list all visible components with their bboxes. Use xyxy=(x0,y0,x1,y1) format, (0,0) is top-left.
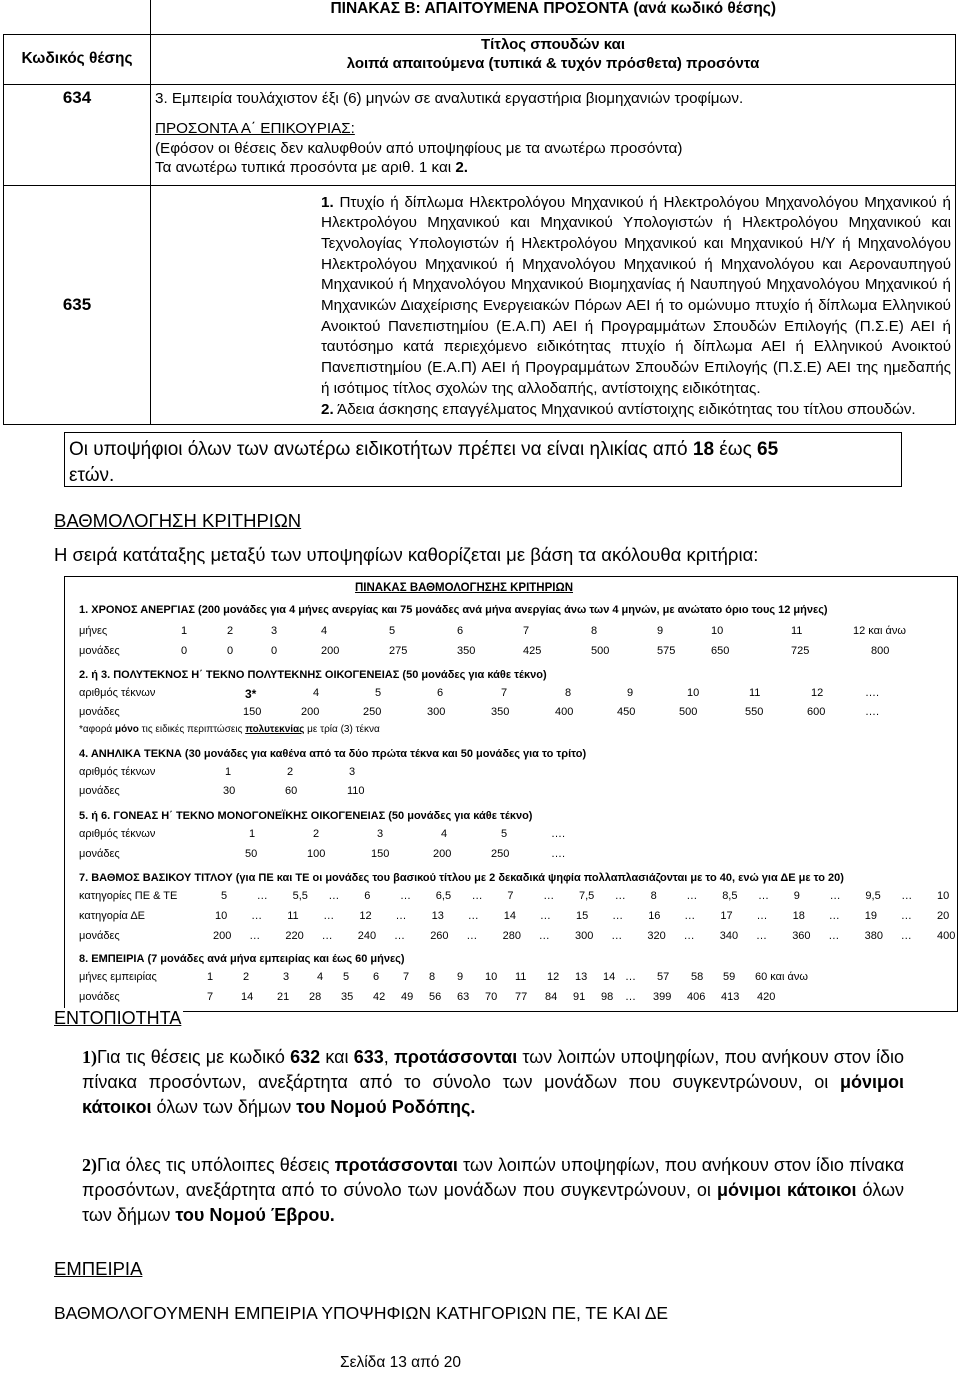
s7c-cell: 260 xyxy=(430,930,449,942)
s1b-cell: 725 xyxy=(791,645,810,657)
p2-c: των λοιπών υποψηφίων, που ανήκουν στον ίδιο πίνακα προσόντων, ανεξάρτητα από το σύνολο των μονάδων που συγκεντρώνουν, οι xyxy=(82,1155,904,1200)
p1-prefecture: του Νομού Ροδόπης. xyxy=(296,1097,476,1117)
s8a-cell: 2 xyxy=(243,971,250,983)
p1-and: και xyxy=(320,1047,354,1067)
s1-label-points: μονάδες xyxy=(79,645,120,657)
s7c-cell: 240 xyxy=(357,930,377,942)
s7-label-pe-te: κατηγορίες ΠΕ & ΤΕ xyxy=(79,890,178,902)
s7c-cell: … xyxy=(466,930,478,942)
s7c-cell: … xyxy=(538,930,550,942)
s5-title: 5. ή 6. ΓΟΝΕΑΣ Η΄ ΤΕΚΝΟ ΜΟΝΟΓΟΝΕΪΚΗΣ ΟΙΚΟΓΕΝΕΙΑΣ (50 μονάδες για κάθε τέκνο) xyxy=(79,810,533,822)
s7a-cell: 8 xyxy=(650,890,657,902)
s2a-cell: 10 xyxy=(687,687,700,699)
s5a-cell: 2 xyxy=(313,828,320,840)
p1-residents: μόνιμοι κάτοικοι xyxy=(82,1072,904,1117)
s2-title: 2. ή 3. ΠΟΛΥΤΕΚΝΟΣ Η΄ ΤΕΚΝΟ ΠΟΛΥΤΕΚΝΗΣ ΟΙΚΟΓΕΝΕΙΑΣ (50 μονάδες για κάθε τέκνο) xyxy=(79,669,547,681)
s2-note-e: με τρία (3) τέκνα xyxy=(304,724,380,735)
s8a-cell: 11 xyxy=(515,971,527,983)
s4b-cell: 60 xyxy=(285,785,298,797)
s2a-cell: 8 xyxy=(565,687,572,699)
s4a-cell: 1 xyxy=(225,766,232,778)
s8b-cell: 420 xyxy=(757,991,776,1003)
aux-title: ΠΡΟΣΟΝΤΑ Α΄ ΕΠΙΚΟΥΡΙΑΣ: xyxy=(155,120,355,137)
s7b-cell: … xyxy=(539,910,551,922)
s1b-cell: 425 xyxy=(523,645,542,657)
row-634-code: 634 xyxy=(4,84,151,112)
s7c-cell: … xyxy=(611,930,623,942)
s1b-cell: 200 xyxy=(321,645,340,657)
s2b-cell: 150 xyxy=(243,706,262,718)
s7b-cell: … xyxy=(756,910,768,922)
s7a-cell: … xyxy=(758,890,769,902)
s7c-cell: 280 xyxy=(502,930,521,942)
s7c-cell: 400 xyxy=(937,930,956,942)
s8a-cell: 7 xyxy=(403,971,410,983)
s2a-cell: 6 xyxy=(437,687,444,699)
s2a-cell: 9 xyxy=(627,687,634,699)
s7b-cell: 19 xyxy=(864,910,878,922)
p1-precede: προτάσσονται xyxy=(393,1047,518,1067)
s8b-cell: … xyxy=(625,991,636,1003)
s8b-cell: 42 xyxy=(373,991,386,1003)
s8b-cell: 91 xyxy=(573,991,586,1003)
s7b-cell: 11 xyxy=(287,910,299,922)
s4-title: 4. ΑΝΗΛΙΚΑ ΤΕΚΝΑ (30 μονάδες για καθένα από τα δύο πρώτα τέκνα και 50 μονάδες για το τρίτο) xyxy=(79,748,587,760)
s7b-cell: 14 xyxy=(503,910,517,922)
row-634-text: 3. Εμπειρία τουλάχιστον έξι (6) μηνών σε αναλυτικά εργαστήρια βιομηχανιών τροφίμων. xyxy=(151,84,956,112)
s8a-cell: 1 xyxy=(207,971,214,983)
s1a-cell: 9 xyxy=(657,625,664,637)
s5b-cell: 50 xyxy=(245,848,258,860)
s2-note-b: μόνο xyxy=(114,724,139,735)
s2a-cell: 3* xyxy=(245,687,257,701)
s8a-cell: 9 xyxy=(457,971,464,983)
s5a-cell: 5 xyxy=(501,828,508,840)
s8b-cell: 21 xyxy=(277,991,290,1003)
s8b-cell: 98 xyxy=(601,991,614,1003)
s1b-cell: 500 xyxy=(591,645,610,657)
s1b-cell: 650 xyxy=(711,645,730,657)
age-years: ετών. xyxy=(69,465,115,486)
s7a-cell: 10 xyxy=(937,890,950,902)
p2-a: Για όλες τις υπόλοιπες θέσεις xyxy=(97,1155,335,1175)
s1a-cell: 11 xyxy=(791,625,803,637)
aux-line2-text: Τα ανωτέρω τυπικά προσόντα με αριθ. xyxy=(155,159,419,176)
s1b-cell: 575 xyxy=(657,645,676,657)
s8b-cell: 413 xyxy=(721,991,740,1003)
s1a-cell: 4 xyxy=(321,625,328,637)
aux-line2-num2: 2. xyxy=(455,159,468,176)
s7-label-points: μονάδες xyxy=(79,930,120,942)
s7c-cell: 320 xyxy=(647,930,666,942)
s1a-cell: 3 xyxy=(271,625,278,637)
s1b-cell: 800 xyxy=(871,645,890,657)
s4-label-points: μονάδες xyxy=(79,785,120,797)
s7b-cell: … xyxy=(251,910,263,922)
p1-num: 1) xyxy=(82,1047,97,1067)
row-635-degree-text: Πτυχίο ή δίπλωμα Ηλεκτρολόγου Μηχανικού ή Ηλεκτρολόγου Μηχανολόγου Μηχανικού ή Ηλεκτρολόγου Μηχανικού και Μηχανικού Υπολογιστών ή Ηλεκτρολόγου Μηχανικού και Τεχνολογίας Υπολογιστών ή Ηλεκτρολόγου Μηχανικού και Μηχανικού Η/Υ ή Μηχανολόγου Ηλεκτρολόγου Μηχανικού ή Μηχανολόγου Μηχανικού ή Μηχανολόγου και Αεροναυπηγού Μηχανικού ή Μηχανολόγου Μηχανικού Βιομηχανίας ή Ναυπηγού Μηχανολόγου Μηχανικού ή Μηχανικών Διαχείρισης Ενεργειακών Πόρων ΑΕΙ ή το ομώνυμο πτυχίο ή δίπλωμα Ελληνικού Ανοικτού Πανεπιστημίου (Ε.Α.Π) ΑΕΙ ή Προγραμμάτων Σπουδών Επιλογής (Π.Σ.Ε) ΑΕΙ ή ταυτόσημο κατά περιεχόμενο ειδικότητας πτυχίο ή δίπλωμα ΑΕΙ ή Ελληνικού Ανοικτού Πανεπιστημίου (Ε.Α.Π) ΑΕΙ ή Προγραμμάτων Σπουδών Επιλογής (Π.Σ.Ε) ΑΕΙ της ημεδαπής ή ισότιμος τίτλος σχολών της αλλοδαπής, αντίστοιχης ειδικότητας. xyxy=(321,193,951,397)
s8a-cell: 13 xyxy=(575,971,588,983)
p2-num: 2) xyxy=(82,1155,97,1175)
p1-code2: 633 xyxy=(353,1047,384,1067)
s7c-cell: 360 xyxy=(792,930,811,942)
row-635-code: 635 xyxy=(4,185,151,425)
s2b-cell: 550 xyxy=(745,706,764,718)
aux-line2 xyxy=(155,158,951,178)
s2a-cell: 5 xyxy=(375,687,382,699)
s7a-cell: 7,5 xyxy=(579,890,595,902)
age-min: 18 xyxy=(692,439,715,460)
table-title: ΠΙΝΑΚΑΣ Β: ΑΠΑΙΤΟΥΜΕΝΑ ΠΡΟΣΟΝΤΑ (ανά κωδικό θέσης) xyxy=(151,0,956,34)
s2-note xyxy=(79,724,380,735)
s7b-cell: … xyxy=(395,910,407,922)
s5a-cell: …. xyxy=(551,828,566,840)
s5b-cell: 200 xyxy=(433,848,452,860)
s8b-cell: 63 xyxy=(457,991,470,1003)
s7c-cell: 200 xyxy=(213,930,232,942)
s7a-cell: … xyxy=(543,890,555,902)
s7b-cell: 12 xyxy=(359,910,372,922)
locality-heading xyxy=(52,1008,183,1029)
s7a-cell: 5 xyxy=(221,890,228,902)
s1-title: 1. ΧΡΟΝΟΣ ΑΝΕΡΓΙΑΣ (200 μονάδες για 4 μήνες ανεργίας και 75 μονάδες ανά μήνα ανεργίας άνω των 4 μηνών, με ανώτατο όριο τους 12 μήνες) xyxy=(79,604,828,616)
s7b-cell: 15 xyxy=(576,910,589,922)
p1-g: των λοιπών υποψηφίων, που ανήκουν στον ίδιο πίνακα προσόντων, ανεξάρτητα από το σύνολο των μονάδων που συγκεντρώνουν, οι xyxy=(82,1047,904,1092)
s1a-cell: 1 xyxy=(181,625,188,637)
s1a-cell: 7 xyxy=(523,625,530,637)
s8b-cell: 84 xyxy=(545,991,558,1003)
s2b-cell: 500 xyxy=(679,706,698,718)
p1-code1: 632 xyxy=(290,1047,321,1067)
s2b-cell: 600 xyxy=(807,706,826,718)
locality-heading-text: ΕΝΤΟΠΙΟΤΗΤΑ xyxy=(54,1008,182,1028)
s8b-cell: 35 xyxy=(341,991,354,1003)
col-header-code: Κωδικός θέσης xyxy=(4,34,151,84)
p2-residents: μόνιμοι κάτοικοι xyxy=(716,1180,857,1200)
s7a-cell: … xyxy=(829,890,841,902)
s5-label-children: αριθμός τέκνων xyxy=(79,828,156,840)
s1b-cell: 0 xyxy=(181,645,188,657)
s2b-cell: 200 xyxy=(301,706,320,718)
s7-label-de: κατηγορία ΔΕ xyxy=(79,910,145,922)
s1a-cell: 5 xyxy=(389,625,396,637)
s1b-cell: 0 xyxy=(271,645,278,657)
s7b-cell: 18 xyxy=(792,910,805,922)
s7c-cell: … xyxy=(321,930,333,942)
s1a-cell: 6 xyxy=(457,625,464,637)
s8b-cell: 14 xyxy=(241,991,254,1003)
s2a-cell: 11 xyxy=(749,687,761,699)
s1a-cell: 12 και άνω xyxy=(853,625,906,637)
s7c-cell: … xyxy=(900,930,912,942)
s7c-cell: 220 xyxy=(285,930,304,942)
s1b-cell: 0 xyxy=(227,645,234,657)
scoring-table xyxy=(64,576,958,1012)
page-footer: Σελίδα 13 από 20 xyxy=(340,1354,461,1371)
s7a-cell: 6 xyxy=(364,890,371,902)
experience-heading: ΕΜΠΕΙΡΙΑ xyxy=(54,1258,143,1279)
s2a-cell: 7 xyxy=(501,687,508,699)
s7c-cell: … xyxy=(394,930,405,942)
aux-qualifications xyxy=(151,112,956,185)
row-635-num2: 2. xyxy=(321,400,334,418)
s8a-cell: 8 xyxy=(429,971,436,983)
s7b-cell: 10 xyxy=(215,910,228,922)
col-header-titles xyxy=(151,34,956,84)
s2a-cell: …. xyxy=(865,687,880,699)
s5b-cell: …. xyxy=(551,848,566,860)
locality-paragraph-1 xyxy=(82,1045,904,1120)
s7-title: 7. ΒΑΘΜΟΣ ΒΑΣΙΚΟΥ ΤΙΤΛΟΥ (για ΠΕ και ΤΕ οι μονάδες του βασικού τίτλου με 2 δεκαδικά ψηφία πολλαπλασιάζονται με το 40, ενώ για ΔΕ με το 20) xyxy=(79,872,844,884)
s7a-cell: 7 xyxy=(507,890,514,902)
s7a-cell: 9,5 xyxy=(865,890,881,902)
s1a-cell: 2 xyxy=(227,625,234,637)
s7c-cell: 380 xyxy=(864,930,883,942)
age-note-text: Οι υποψήφιοι όλων των ανωτέρω ειδικοτήτων πρέπει να είναι ηλικίας από xyxy=(69,439,693,460)
s8a-cell: 12 xyxy=(547,971,560,983)
s7a-cell: … xyxy=(686,890,698,902)
s4-label-children: αριθμός τέκνων xyxy=(79,766,156,778)
s1b-cell: 275 xyxy=(389,645,408,657)
s2a-cell: 4 xyxy=(313,687,320,699)
s5a-cell: 4 xyxy=(441,828,448,840)
s7c-cell: … xyxy=(828,930,840,942)
s7b-cell: … xyxy=(323,910,335,922)
s7b-cell: 20 xyxy=(937,910,950,922)
s2-note-a: *αφορά xyxy=(79,724,115,735)
p2-precede: προτάσσονται xyxy=(334,1155,458,1175)
s8b-cell: 7 xyxy=(207,991,214,1003)
s8a-cell: 14 xyxy=(603,971,616,983)
s7b-cell: 17 xyxy=(720,910,733,922)
s4a-cell: 2 xyxy=(287,766,294,778)
s7b-cell: 13 xyxy=(431,910,444,922)
s7c-cell: … xyxy=(249,930,261,942)
s7a-cell: … xyxy=(400,890,411,902)
col-header-titles-line1: Τίτλος σπουδών και xyxy=(480,35,626,53)
s8b-cell: 406 xyxy=(687,991,706,1003)
s8a-cell: 57 xyxy=(657,971,670,983)
s2b-cell: 250 xyxy=(363,706,382,718)
s7b-cell: … xyxy=(828,910,840,922)
age-to: έως xyxy=(714,439,758,460)
s7a-cell: … xyxy=(256,890,268,902)
s1-label-months: μήνες xyxy=(79,625,108,637)
aux-line2-and: και xyxy=(427,159,456,176)
s8b-cell: 49 xyxy=(401,991,414,1003)
s7b-cell: … xyxy=(467,910,479,922)
s7a-cell: … xyxy=(614,890,626,902)
s7c-cell: 340 xyxy=(719,930,739,942)
s4a-cell: 3 xyxy=(349,766,356,778)
aux-line1: (Εφόσον οι θέσεις δεν καλυφθούν από υποψηφίους με τα ανωτέρω προσόντα) xyxy=(155,139,683,157)
s8a-cell: 58 xyxy=(691,971,704,983)
s2-note-d: πολυτεκνίας xyxy=(245,724,305,735)
s7a-cell: 9 xyxy=(793,890,800,902)
s8b-cell: 399 xyxy=(653,991,672,1003)
age-note xyxy=(64,432,902,487)
row-635-num1: 1. xyxy=(321,193,334,211)
s5b-cell: 100 xyxy=(307,848,326,860)
s2-note-c: τις ειδικές περιπτώσεις xyxy=(138,724,246,735)
s7a-cell: 6,5 xyxy=(435,890,452,902)
s8-title: 8. ΕΜΠΕΙΡΙΑ (7 μονάδες ανά μήνα εμπειρίας και έως 60 μήνες) xyxy=(79,953,405,965)
scoring-title: ΠΙΝΑΚΑΣ ΒΑΘΜΟΛΟΓΗΣΗΣ ΚΡΙΤΗΡΙΩΝ xyxy=(355,582,573,594)
s7c-cell: … xyxy=(756,930,767,942)
p2-prefecture: του Νομού Έβρου. xyxy=(175,1205,335,1225)
s5b-cell: 250 xyxy=(491,848,510,860)
s5b-cell: 150 xyxy=(371,848,390,860)
s7a-cell: … xyxy=(471,890,483,902)
s8a-cell: … xyxy=(625,971,636,983)
row-635-text xyxy=(151,185,956,425)
p1-i: όλων των δήμων xyxy=(151,1097,297,1117)
p1-comma: , xyxy=(383,1047,394,1067)
experience-subheading: ΒΑΘΜΟΛΟΓΟΥΜΕΝΗ ΕΜΠΕΙΡΙΑ ΥΠΟΨΗΦΙΩΝ ΚΑΤΗΓΟΡΙΩΝ ΠΕ, ΤΕ ΚΑΙ ΔΕ xyxy=(54,1303,669,1323)
s5a-cell: 1 xyxy=(249,828,256,840)
s1a-cell: 10 xyxy=(711,625,724,637)
s8-label-months: μήνες εμπειρίας xyxy=(79,971,157,983)
s5-label-points: μονάδες xyxy=(79,848,120,860)
s7c-cell: … xyxy=(683,930,695,942)
s4b-cell: 110 xyxy=(347,785,365,797)
s5a-cell: 3 xyxy=(377,828,384,840)
locality-paragraph-2 xyxy=(82,1153,904,1228)
s2b-cell: 400 xyxy=(555,706,574,718)
s8a-cell: 59 xyxy=(723,971,736,983)
s8a-cell: 5 xyxy=(343,971,350,983)
s2b-cell: 350 xyxy=(491,706,510,718)
s7b-cell: … xyxy=(612,910,624,922)
s8b-cell: 28 xyxy=(309,991,322,1003)
s8a-cell: 4 xyxy=(317,971,324,983)
s8b-cell: 56 xyxy=(429,991,442,1003)
s7a-cell: … xyxy=(328,890,340,902)
s8-label-points: μονάδες xyxy=(79,991,120,1003)
s2a-cell: 12 xyxy=(811,687,824,699)
s7a-cell: 5,5 xyxy=(292,890,308,902)
s7a-cell: … xyxy=(901,890,913,902)
col-header-titles-line2: λοιπά απαιτούμενα (τυπικά & τυχόν πρόσθετα) προσόντα xyxy=(346,54,760,72)
criteria-intro: Η σειρά κατάταξης μεταξύ των υποψηφίων καθορίζεται με βάση τα ακόλουθα κριτήρια: xyxy=(54,544,759,565)
qualifications-table xyxy=(3,0,956,425)
aux-line2-num1: 1 xyxy=(418,159,428,176)
s8a-cell: 60 και άνω xyxy=(755,971,808,983)
s1a-cell: 8 xyxy=(591,625,598,637)
s1b-cell: 350 xyxy=(457,645,476,657)
s4b-cell: 30 xyxy=(223,785,236,797)
p1-a: Για τις θέσεις με κωδικό xyxy=(97,1047,291,1067)
s7b-cell: … xyxy=(684,910,696,922)
s2-label-children: αριθμός τέκνων xyxy=(79,687,156,699)
row-635-license-text: Άδεια άσκησης επαγγέλματος Μηχανικού αντίστοιχης ειδικότητας του τίτλου σπουδών. xyxy=(337,400,916,418)
criteria-heading: ΒΑΘΜΟΛΟΓΗΣΗ ΚΡΙΤΗΡΙΩΝ xyxy=(54,510,302,531)
s7b-cell: 16 xyxy=(648,910,661,922)
s2b-cell: …. xyxy=(865,706,880,718)
s8b-cell: 70 xyxy=(485,991,498,1003)
s7a-cell: 8,5 xyxy=(722,890,738,902)
s8a-cell: 10 xyxy=(485,971,498,983)
s2b-cell: 300 xyxy=(427,706,446,718)
s2b-cell: 450 xyxy=(617,706,636,718)
p2-e: όλων των δήμων xyxy=(82,1180,905,1225)
s7b-cell: … xyxy=(900,910,912,922)
s7c-cell: 300 xyxy=(575,930,594,942)
s8a-cell: 6 xyxy=(373,971,380,983)
s8b-cell: 77 xyxy=(515,991,528,1003)
s8a-cell: 3 xyxy=(283,971,290,983)
s2-label-points: μονάδες xyxy=(79,706,120,718)
age-max: 65 xyxy=(757,439,779,460)
